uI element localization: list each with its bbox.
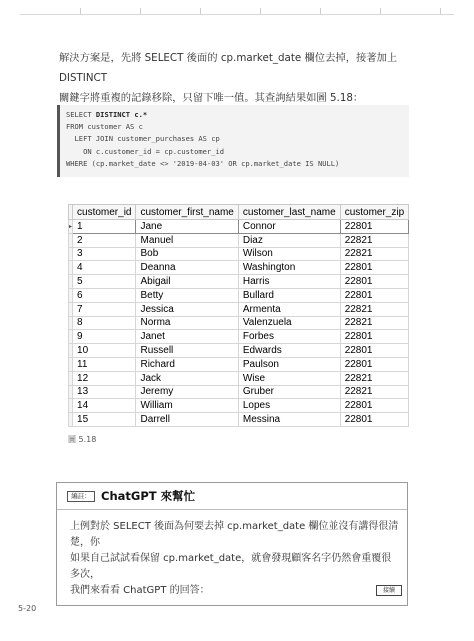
table-cell-customer-first-name[interactable]: Deanna xyxy=(136,261,238,275)
table-cell-customer-zip[interactable]: 22801 xyxy=(340,288,408,302)
note-box-header xyxy=(57,483,407,510)
table-row[interactable] xyxy=(69,344,409,358)
table-cell-customer-id[interactable]: 11 xyxy=(73,357,136,371)
table-row[interactable] xyxy=(69,247,409,261)
page-number: 5-20 xyxy=(18,604,37,613)
intro-line-1: 解決方案是，先將 SELECT 後面的 cp.market_date 欄位去掉，接著加上 DISTINCT xyxy=(59,52,398,84)
table-cell-customer-first-name[interactable]: Jessica xyxy=(136,302,238,316)
column-header[interactable]: customer_id xyxy=(73,205,136,220)
intro-paragraph xyxy=(59,48,419,108)
note-body-line-3: 我們來看看 ChatGPT 的回答： xyxy=(70,585,210,596)
table-cell-customer-zip[interactable]: 22821 xyxy=(340,247,408,261)
table-cell-customer-id[interactable]: 10 xyxy=(73,344,136,358)
note-box-title: ChatGPT 來幫忙 xyxy=(101,489,196,503)
table-cell-customer-zip[interactable]: 22801 xyxy=(340,330,408,344)
table-cell-customer-id[interactable]: 3 xyxy=(73,247,136,261)
table-cell-customer-first-name[interactable]: Betty xyxy=(136,288,238,302)
table-row[interactable] xyxy=(69,413,409,427)
top-rule xyxy=(20,14,454,15)
table-row[interactable] xyxy=(69,233,409,247)
table-cell-customer-first-name[interactable]: Russell xyxy=(136,344,238,358)
table-cell-customer-zip[interactable]: 22821 xyxy=(340,316,408,330)
table-cell-customer-zip[interactable]: 22801 xyxy=(340,357,408,371)
table-cell-customer-last-name[interactable]: Connor xyxy=(238,220,340,234)
table-row[interactable] xyxy=(69,371,409,385)
note-body-line-1: 上例對於 SELECT 後面為何要去掉 cp.market_date 欄位並沒有講得很清楚，你 xyxy=(70,521,399,548)
column-header[interactable]: customer_zip xyxy=(340,205,408,220)
table-cell-customer-zip[interactable]: 22821 xyxy=(340,385,408,399)
table-cell-customer-zip[interactable]: 22801 xyxy=(340,344,408,358)
table-cell-customer-first-name[interactable]: Darrell xyxy=(136,413,238,427)
code-line-4: ON c.customer_id = cp.customer_id xyxy=(66,146,225,156)
table-cell-customer-last-name[interactable]: Valenzuela xyxy=(238,316,340,330)
continue-marker: 接續 xyxy=(376,585,402,596)
row-selector[interactable]: ▸ xyxy=(69,220,73,234)
table-cell-customer-last-name[interactable]: Harris xyxy=(238,275,340,289)
sql-code-block xyxy=(57,105,409,177)
table-row[interactable] xyxy=(69,385,409,399)
table-row[interactable] xyxy=(69,302,409,316)
editor-note-badge: 編註： xyxy=(67,491,95,502)
table-cell-customer-last-name[interactable]: Messina xyxy=(238,413,340,427)
table-cell-customer-first-name[interactable]: Jane xyxy=(136,220,238,234)
table-row[interactable] xyxy=(69,220,409,234)
table-row[interactable] xyxy=(69,357,409,371)
table-row[interactable] xyxy=(69,261,409,275)
table-cell-customer-id[interactable]: 14 xyxy=(73,399,136,413)
table-cell-customer-zip[interactable]: 22821 xyxy=(340,233,408,247)
table-cell-customer-last-name[interactable]: Washington xyxy=(238,261,340,275)
table-cell-customer-id[interactable]: 6 xyxy=(73,288,136,302)
code-select-keyword: SELECT xyxy=(66,110,96,119)
table-cell-customer-id[interactable]: 1 xyxy=(73,220,136,234)
table-cell-customer-first-name[interactable]: Jeremy xyxy=(136,385,238,399)
table-cell-customer-zip[interactable]: 22801 xyxy=(340,220,408,234)
table-cell-customer-last-name[interactable]: Wise xyxy=(238,371,340,385)
table-cell-customer-first-name[interactable]: Norma xyxy=(136,316,238,330)
table-cell-customer-last-name[interactable]: Bullard xyxy=(238,288,340,302)
table-cell-customer-zip[interactable]: 22821 xyxy=(340,371,408,385)
table-row[interactable] xyxy=(69,288,409,302)
table-cell-customer-id[interactable]: 2 xyxy=(73,233,136,247)
chatgpt-note-box xyxy=(56,482,408,606)
table-cell-customer-first-name[interactable]: Janet xyxy=(136,330,238,344)
code-line-1 xyxy=(66,109,409,121)
table-cell-customer-id[interactable]: 13 xyxy=(73,385,136,399)
table-cell-customer-zip[interactable]: 22801 xyxy=(340,399,408,413)
column-header[interactable]: customer_last_name xyxy=(238,205,340,220)
table-cell-customer-last-name[interactable]: Armenta xyxy=(238,302,340,316)
code-line-3: LEFT JOIN customer_purchases AS cp xyxy=(66,134,220,144)
note-body-line-2: 如果自己試試看保留 cp.market_date，就會發現顧客名字仍然會重覆很多次， xyxy=(70,553,392,580)
table-cell-customer-zip[interactable]: 22801 xyxy=(340,413,408,427)
table-cell-customer-id[interactable]: 4 xyxy=(73,261,136,275)
table-cell-customer-last-name[interactable]: Wilson xyxy=(238,247,340,261)
intro-line-2: 關鍵字將重複的記錄移除，只留下唯一值。其查詢結果如圖 5.18： xyxy=(59,92,364,104)
table-cell-customer-first-name[interactable]: William xyxy=(136,399,238,413)
table-cell-customer-last-name[interactable]: Forbes xyxy=(238,330,340,344)
table-cell-customer-first-name[interactable]: Abigail xyxy=(136,275,238,289)
table-cell-customer-id[interactable]: 7 xyxy=(73,302,136,316)
table-cell-customer-last-name[interactable]: Gruber xyxy=(238,385,340,399)
table-cell-customer-last-name[interactable]: Edwards xyxy=(238,344,340,358)
note-box-body xyxy=(70,519,400,599)
query-result-grid xyxy=(68,204,409,427)
code-distinct-keyword: DISTINCT c.* xyxy=(95,110,148,119)
table-cell-customer-last-name[interactable]: Lopes xyxy=(238,399,340,413)
code-line-5: WHERE (cp.market_date <> '2019-04-03' OR cp.market_date IS NULL) xyxy=(66,158,340,168)
table-cell-customer-id[interactable]: 15 xyxy=(73,413,136,427)
table-row[interactable] xyxy=(69,316,409,330)
table-row[interactable] xyxy=(69,330,409,344)
table-cell-customer-id[interactable]: 8 xyxy=(73,316,136,330)
figure-caption: 圖 5.18 xyxy=(68,435,97,444)
table-cell-customer-first-name[interactable]: Manuel xyxy=(136,233,238,247)
table-cell-customer-id[interactable]: 9 xyxy=(73,330,136,344)
table-cell-customer-first-name[interactable]: Bob xyxy=(136,247,238,261)
table-cell-customer-first-name[interactable]: Richard xyxy=(136,357,238,371)
table-cell-customer-last-name[interactable]: Diaz xyxy=(238,233,340,247)
table-cell-customer-last-name[interactable]: Paulson xyxy=(238,357,340,371)
table-cell-customer-zip[interactable]: 22801 xyxy=(340,261,408,275)
table-cell-customer-first-name[interactable]: Jack xyxy=(136,371,238,385)
table-cell-customer-zip[interactable]: 22821 xyxy=(340,302,408,316)
table-row[interactable] xyxy=(69,399,409,413)
column-header[interactable]: customer_first_name xyxy=(136,205,238,220)
code-line-2: FROM customer AS c xyxy=(66,122,143,132)
result-header-row xyxy=(69,205,409,220)
table-cell-customer-id[interactable]: 12 xyxy=(73,371,136,385)
table-cell-customer-zip[interactable]: 22801 xyxy=(340,275,408,289)
table-cell-customer-id[interactable]: 5 xyxy=(73,275,136,289)
table-row[interactable] xyxy=(69,275,409,289)
